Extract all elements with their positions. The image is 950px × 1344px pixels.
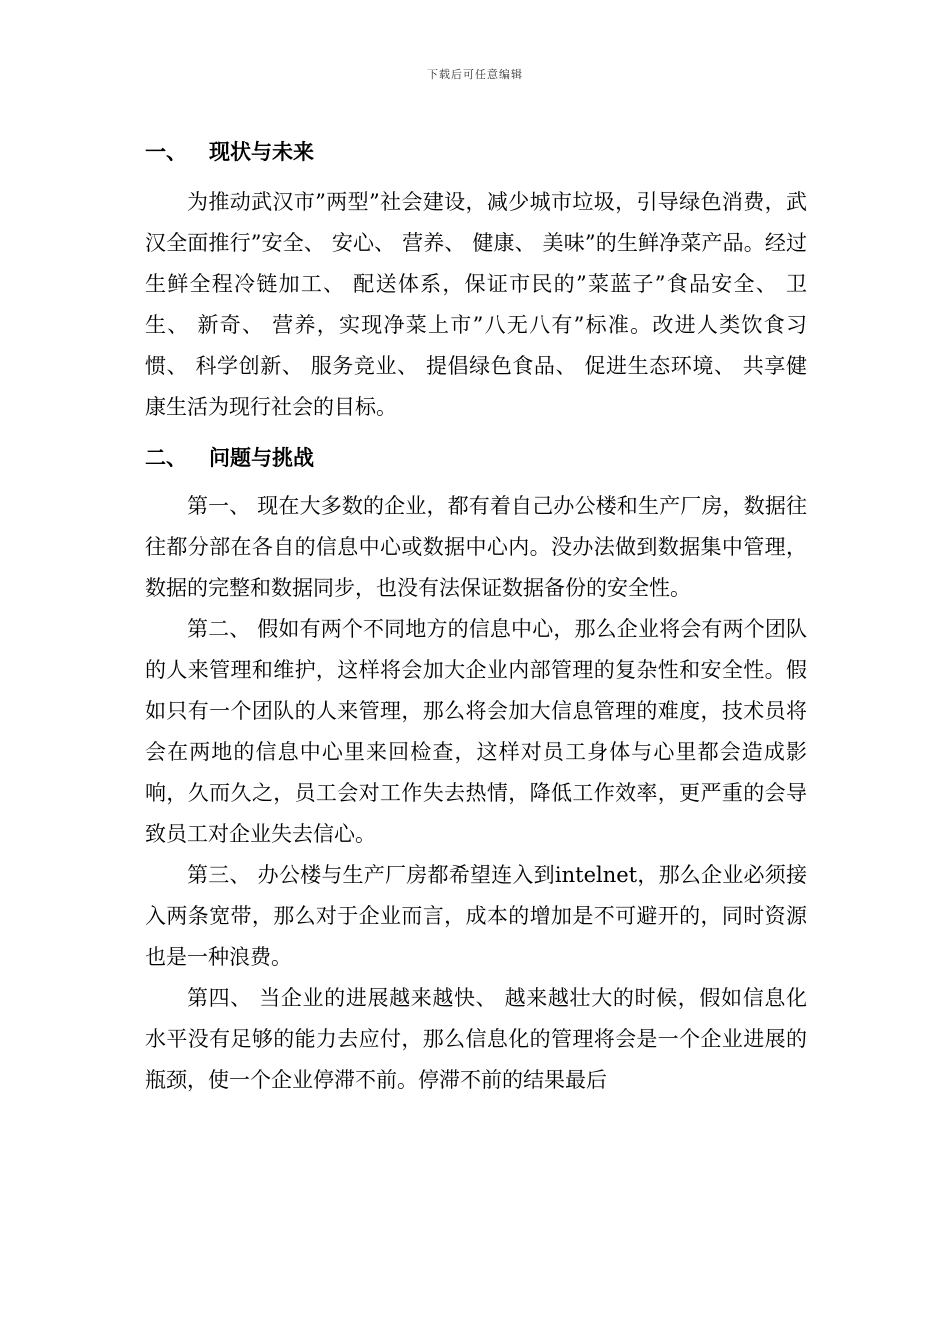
section-heading-1 — [145, 132, 807, 172]
section-title: 问题与挑战 — [209, 445, 314, 470]
section-heading-2 — [145, 438, 807, 478]
paragraph: 第三、 办公楼与生产厂房都希望连入到intelnet，那么企业必须接入两条宽带，那么对于企业而言，成本的增加是不可避开的，同时资源也是一种浪费。 — [145, 863, 807, 969]
paragraph: 第二、 假如有两个不同地方的信息中心，那么企业将会有两个团队的人来管理和维护，这样将会加大企业内部管理的复杂性和安全性。假如只有一个团队的人来管理，那么将会加大信息管理的难度，技术员将会在两地的信息中心里来回检查，这样对员工身体与心里都会造成影响，久而久之，员工会对工作失去热情，降低工作效率，更严重的会导致员工对企业失去信心。 — [145, 617, 807, 846]
document-body — [145, 130, 807, 1101]
header-note: 下载后可任意编辑 — [427, 68, 523, 81]
section-number: 二、 — [145, 445, 187, 470]
paragraph: 第四、 当企业的进展越来越快、 越来越壮大的时候，假如信息化水平没有足够的能力去应付，那么信息化的管理将会是一个企业进展的瓶颈，使一个企业停滞不前。停滞不前的结果最后 — [145, 986, 807, 1092]
paragraph: 为推动武汉市”两型”社会建设，减少城市垃圾，引导绿色消费，武汉全面推行”安全、 安心、 营养、 健康、 美味”的生鲜净菜产品。经过生鲜全程冷链加工、 配送体系，保证市民的”菜蓝子”食品安全、 卫生、 新奇、 营养，实现净菜上市”八无八有”标准。改进人类饮食习惯、 科学创新、 服务竞业、 提倡绿色食品、 促进生态环境、 共享健康生活为现行社会的目标。 — [145, 190, 807, 419]
paragraph: 第一、 现在大多数的企业，都有着自己办公楼和生产厂房，数据往往都分部在各自的信息中心或数据中心内。没办法做到数据集中管理，数据的完整和数据同步，也没有法保证数据备份的安全性。 — [145, 494, 807, 600]
section-title: 现状与未来 — [209, 139, 314, 164]
section-number: 一、 — [145, 139, 187, 164]
